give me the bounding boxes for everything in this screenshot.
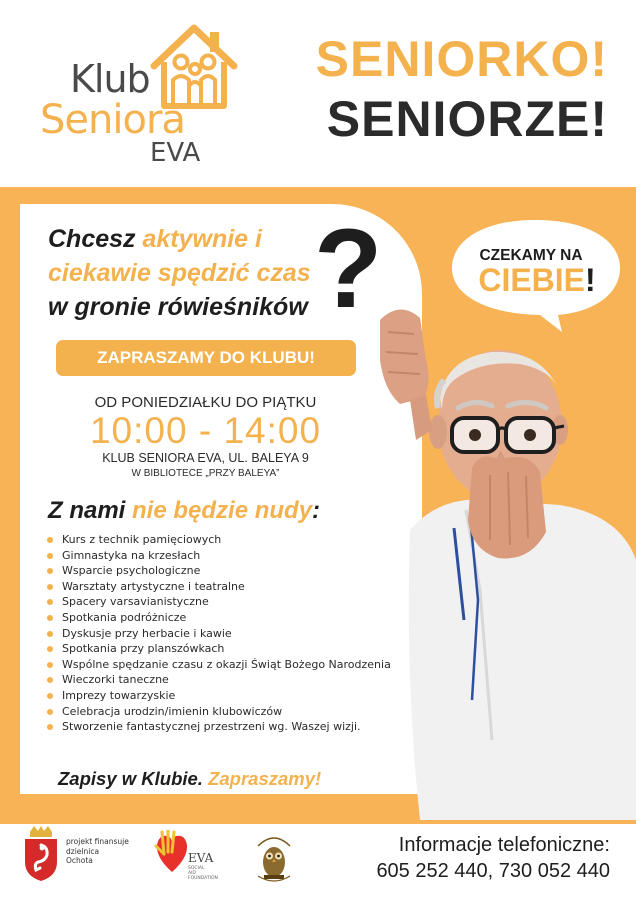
- question-heading: [48, 222, 311, 324]
- list-item: Wspólne spędzanie czasu z okazji Świąt Bożego Narodzenia: [46, 657, 416, 673]
- activities-heading-highlight: nie będzie nudy: [132, 497, 313, 524]
- list-item: Wieczorki taneczne: [46, 672, 416, 688]
- headline-seniorze: SENIORZE!: [326, 91, 608, 147]
- list-item: Gimnastyka na krzesłach: [46, 548, 416, 564]
- logo-text-eva: EVA: [150, 138, 201, 168]
- invite-banner: ZAPRASZAMY DO KLUBU!: [56, 340, 356, 376]
- logo-text-klub: Klub: [70, 57, 150, 101]
- activities-heading: [48, 497, 320, 525]
- eva-sub-line: AID: [188, 871, 196, 876]
- bubble-czekamy: CZEKAMY NA: [479, 247, 583, 264]
- headline-seniorko: SENIORKO!: [315, 31, 608, 87]
- schedule-address: KLUB SENIORA EVA, UL. BALEYA 9: [102, 451, 309, 465]
- bubble-exclamation: !: [585, 262, 596, 298]
- bubble-ciebie: [467, 262, 607, 299]
- eva-logo-text: EVA: [188, 851, 214, 865]
- list-item: Spotkania podróżnicze: [46, 610, 416, 626]
- contact-label: Informacje telefoniczne:: [398, 834, 610, 856]
- sponsor-logos: [20, 826, 340, 890]
- signup-line: [58, 768, 321, 790]
- schedule-time: 10:00 - 14:00: [89, 410, 322, 451]
- question-line-3: w gronie rówieśników: [48, 293, 308, 321]
- headline: [315, 31, 608, 147]
- activities-heading-suffix: :: [312, 497, 321, 524]
- senior-man-photo: [380, 300, 636, 820]
- funding-line: projekt finansuje: [66, 837, 129, 846]
- list-item: Warsztaty artystyczne i teatralne: [46, 579, 416, 595]
- list-item: Celebracja urodzin/imienin klubowiczów: [46, 704, 416, 720]
- question-line-1: [48, 222, 311, 256]
- warsaw-crest-icon: [22, 826, 60, 882]
- club-logo: [38, 22, 243, 172]
- logo-text-seniora: Seniora: [40, 97, 185, 143]
- list-item: Imprezy towarzyskie: [46, 688, 416, 704]
- contact-phones: 605 252 440, 730 052 440: [376, 860, 610, 882]
- schedule-place: W BIBLIOTECE „PRZY BALEYA”: [131, 468, 280, 479]
- eva-logo-subtitle: [188, 866, 218, 881]
- question-line-1-plain: Chcesz: [48, 225, 143, 253]
- list-item: Wsparcie psychologiczne: [46, 563, 416, 579]
- list-item: Spotkania przy planszówkach: [46, 641, 416, 657]
- activities-heading-plain: Z nami: [48, 497, 133, 524]
- signup-highlight: Zapraszamy!: [208, 768, 322, 789]
- question-mark: ?: [314, 206, 383, 331]
- list-item: Kurs z technik pamięciowych: [46, 532, 416, 548]
- list-item: Stworzenie fantastycznej przestrzeni wg. Waszej wizji.: [46, 719, 416, 735]
- funding-line: dzielnica: [66, 846, 100, 856]
- question-line-2: ciekawie spędzić czas: [48, 259, 311, 287]
- eva-sub-line: FOUNDATION: [188, 876, 218, 881]
- signup-plain: Zapisy w Klubie.: [58, 768, 209, 789]
- list-item: Spacery varsavianistyczne: [46, 594, 416, 610]
- funding-line: Ochota: [66, 856, 93, 865]
- list-item: Dyskusje przy herbacie i kawie: [46, 626, 416, 642]
- activities-list: [46, 532, 416, 735]
- question-line-1-highlight: aktywnie i: [142, 225, 262, 253]
- library-owl-icon: [252, 828, 296, 884]
- eva-sub-line: SOCIAL: [188, 866, 205, 871]
- schedule-days: OD PONIEDZIAŁKU DO PIĄTKU: [94, 394, 317, 411]
- funding-text: [66, 837, 129, 866]
- bubble-ciebie-word: CIEBIE: [478, 262, 586, 298]
- eva-foundation-heart-icon: [154, 830, 190, 876]
